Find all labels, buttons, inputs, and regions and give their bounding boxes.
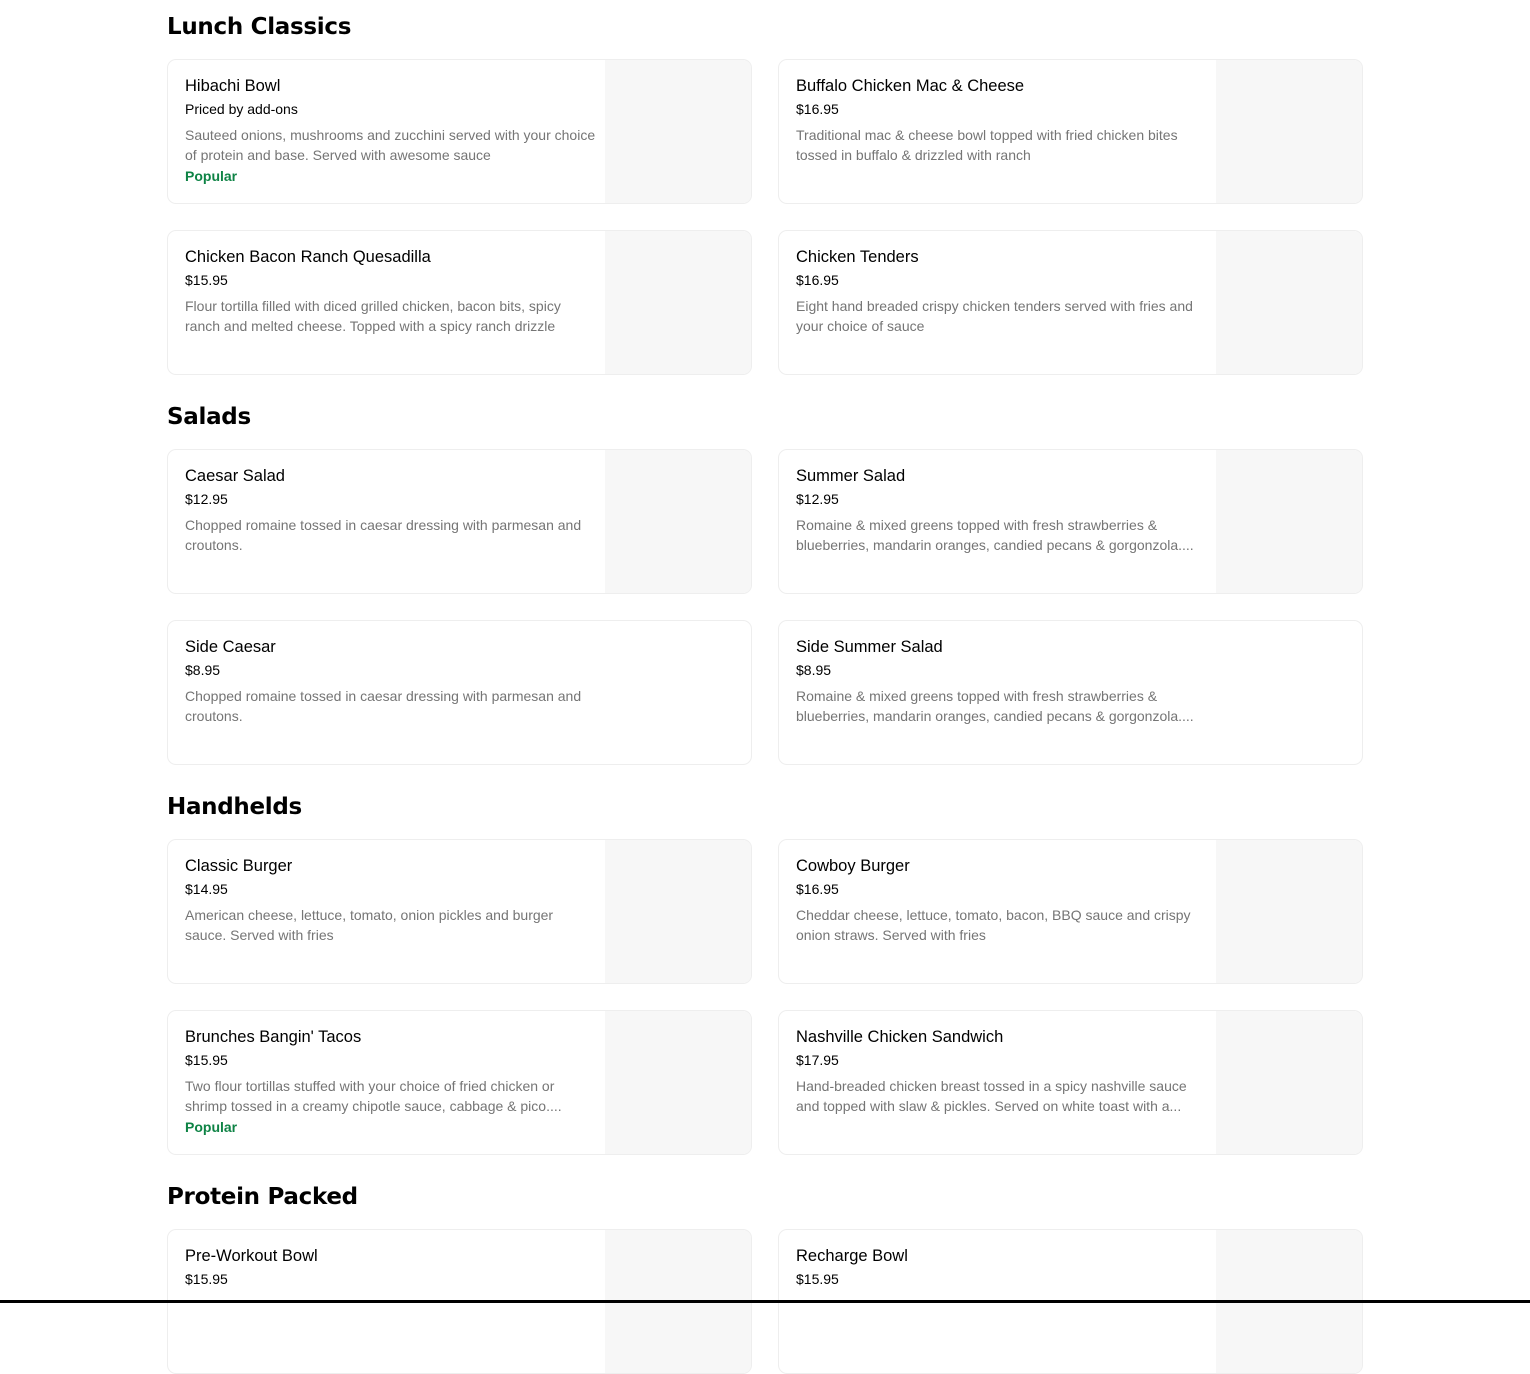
item-description: Chopped romaine tossed in caesar dressing with parmesan and croutons. xyxy=(185,688,582,724)
item-name: Summer Salad xyxy=(796,467,906,485)
item-price: $14.95 xyxy=(185,881,228,897)
item-name: Pre-Workout Bowl xyxy=(185,1247,318,1265)
item-name: Cowboy Burger xyxy=(796,857,910,875)
item-name: Side Caesar xyxy=(185,638,276,656)
item-image xyxy=(605,60,751,203)
item-image xyxy=(1216,450,1362,593)
item-description: Romaine & mixed greens topped with fresh strawberries & blueberries, mandarin oranges, candied pecans & gorgonzola.... xyxy=(796,517,1194,553)
item-image xyxy=(1216,840,1362,983)
item-price: $16.95 xyxy=(796,881,839,897)
item-name: Brunches Bangin' Tacos xyxy=(185,1028,362,1046)
menu-item-card[interactable] xyxy=(778,59,1363,204)
item-name: Hibachi Bowl xyxy=(185,77,281,95)
item-name: Nashville Chicken Sandwich xyxy=(796,1028,1004,1046)
item-description: Eight hand breaded crispy chicken tenders served with fries and your choice of sauce xyxy=(796,298,1193,334)
item-price: $15.95 xyxy=(796,1271,839,1287)
item-description: Cheddar cheese, lettuce, tomato, bacon, BBQ sauce and crispy onion straws. Served with fries xyxy=(796,907,1191,943)
menu-item-card[interactable] xyxy=(167,839,752,984)
menu-item-card[interactable] xyxy=(167,449,752,594)
item-price: $8.95 xyxy=(796,662,832,678)
item-image xyxy=(1216,1011,1362,1154)
menu-item-card[interactable] xyxy=(778,449,1363,594)
item-name: Classic Burger xyxy=(185,857,293,875)
item-description: Hand-breaded chicken breast tossed in a spicy nashville sauce and topped with slaw & pickles. Served on white toast with a... xyxy=(796,1078,1187,1114)
menu-item-card[interactable] xyxy=(778,839,1363,984)
item-price: $12.95 xyxy=(796,491,839,507)
section-title-lunch-classics: Lunch Classics xyxy=(167,14,352,40)
item-price: $16.95 xyxy=(796,272,839,288)
item-price: $15.95 xyxy=(185,1052,228,1068)
item-description: Traditional mac & cheese bowl topped with fried chicken bites tossed in buffalo & drizzled with ranch xyxy=(796,127,1178,163)
section-title-salads: Salads xyxy=(167,404,251,430)
item-name: Chicken Bacon Ranch Quesadilla xyxy=(185,248,431,266)
menu-item-card[interactable] xyxy=(167,620,752,765)
popular-badge: Popular xyxy=(185,168,238,184)
item-image xyxy=(605,840,751,983)
item-description: Chopped romaine tossed in caesar dressing with parmesan and croutons. xyxy=(185,517,582,553)
item-name: Caesar Salad xyxy=(185,467,285,485)
section-title-protein-packed: Protein Packed xyxy=(167,1184,358,1210)
item-price: Priced by add-ons xyxy=(185,101,298,117)
item-price: $8.95 xyxy=(185,662,221,678)
menu-item-card[interactable] xyxy=(167,59,752,204)
item-name: Chicken Tenders xyxy=(796,248,919,266)
popular-badge: Popular xyxy=(185,1119,238,1135)
item-price: $15.95 xyxy=(185,272,228,288)
item-image xyxy=(605,231,751,374)
item-description: Sauteed onions, mushrooms and zucchini served with your choice of protein and base. Served with awesome sauce xyxy=(185,127,596,163)
item-price: $15.95 xyxy=(185,1271,228,1287)
item-image xyxy=(1216,231,1362,374)
item-name: Buffalo Chicken Mac & Cheese xyxy=(796,77,1025,95)
item-description: Romaine & mixed greens topped with fresh strawberries & blueberries, mandarin oranges, candied pecans & gorgonzola.... xyxy=(796,688,1194,724)
menu-item-card[interactable] xyxy=(778,620,1363,765)
item-price: $12.95 xyxy=(185,491,228,507)
item-name: Recharge Bowl xyxy=(796,1247,908,1265)
menu-item-card[interactable] xyxy=(167,1010,752,1155)
item-description: American cheese, lettuce, tomato, onion pickles and burger sauce. Served with fries xyxy=(185,907,554,943)
menu-item-card[interactable] xyxy=(167,230,752,375)
item-image xyxy=(605,450,751,593)
menu-item-card[interactable] xyxy=(778,230,1363,375)
item-price: $16.95 xyxy=(796,101,839,117)
section-title-handhelds: Handhelds xyxy=(167,794,302,820)
item-description: Two flour tortillas stuffed with your choice of fried chicken or shrimp tossed in a creamy chipotle sauce, cabbage & pico.... xyxy=(185,1078,562,1114)
item-image xyxy=(1216,60,1362,203)
menu-item-card[interactable] xyxy=(778,1010,1363,1155)
item-name: Side Summer Salad xyxy=(796,638,943,656)
item-image xyxy=(605,1011,751,1154)
item-price: $17.95 xyxy=(796,1052,839,1068)
item-description: Flour tortilla filled with diced grilled chicken, bacon bits, spicy ranch and melted cheese. Topped with a spicy ranch drizzle xyxy=(185,298,561,334)
